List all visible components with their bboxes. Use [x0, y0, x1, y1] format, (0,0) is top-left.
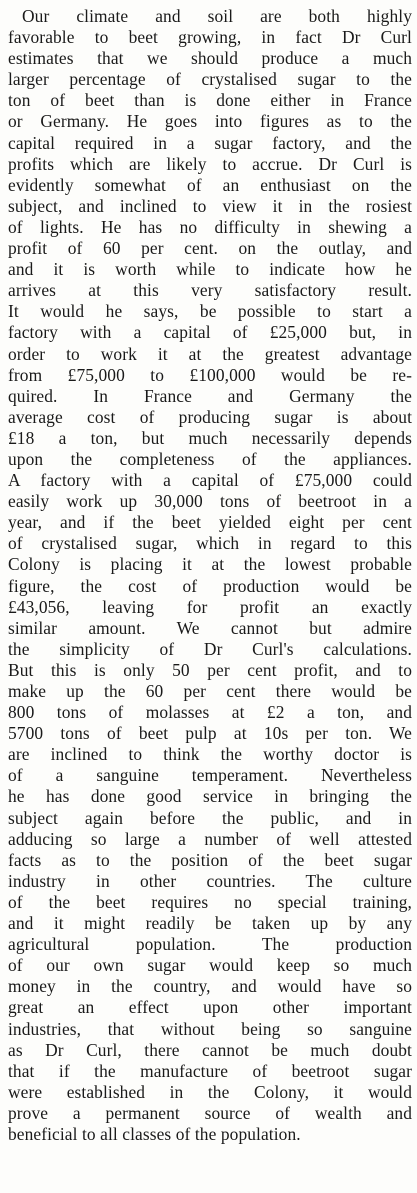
article-line: industry in other countries. The culture — [8, 870, 412, 891]
article-line: capital required in a sugar factory, and the — [8, 132, 412, 153]
article-line: 800 tons of molasses at £2 a ton, and — [8, 702, 412, 723]
article-line: factory with a capital of £25,000 but, in — [8, 322, 412, 343]
article-column — [8, 6, 412, 1145]
article-line: and it might readily be taken up by any — [8, 913, 412, 934]
article-line: profits which are likely to accrue. Dr Curl is — [8, 153, 412, 174]
article-line: were established in the Colony, it would — [8, 1081, 412, 1102]
article-line: estimates that we should produce a much — [8, 48, 412, 69]
article-line: But this is only 50 per cent profit, and to — [8, 659, 412, 680]
article-line: Our climate and soil are both highly — [22, 6, 412, 26]
article-line: order to work it at the greatest advantage — [8, 343, 412, 364]
article-line: of a sanguine temperament. Nevertheless — [8, 765, 412, 786]
article-line: figure, the cost of production would be — [8, 575, 412, 596]
article-line: average cost of producing sugar is about — [8, 406, 412, 427]
article-line: Colony is placing it at the lowest probable — [8, 554, 412, 575]
article-line: facts as to the position of the beet sugar — [8, 849, 412, 870]
article-line: great an effect upon other important — [8, 997, 412, 1018]
article-line: and it is worth while to indicate how he — [8, 259, 412, 280]
article-line: of crystalised sugar, which in regard to this — [8, 533, 412, 554]
article-line: arrives at this very satisfactory result. — [8, 280, 412, 301]
article-line: evidently somewhat of an enthusiast on the — [8, 174, 412, 195]
article-line: £43,056, leaving for profit an exactly — [8, 596, 412, 617]
article-line: of lights. He has no difficulty in shewing a — [8, 216, 412, 237]
article-line: that if the manufacture of beetroot sugar — [8, 1060, 412, 1081]
article-line: money in the country, and would have so — [8, 976, 412, 997]
article-line: It would he says, be possible to start a — [8, 301, 412, 322]
article-line: beneficial to all classes of the population. — [8, 1123, 301, 1144]
article-line: industries, that without being so sanguine — [8, 1018, 412, 1039]
article-line: the simplicity of Dr Curl's calculations. — [8, 638, 412, 659]
article-line: of the beet requires no special training, — [8, 891, 412, 912]
article-line: easily work up 30,000 tons of beetroot in a — [8, 491, 412, 512]
article-line: or Germany. He goes into figures as to the — [8, 111, 412, 132]
article-line: of our own sugar would keep so much — [8, 955, 412, 976]
article-line: subject again before the public, and in — [8, 807, 412, 828]
article-line: agricultural population. The production — [8, 934, 412, 955]
article-line: profit of 60 per cent. on the outlay, and — [8, 238, 412, 259]
article-line: A factory with a capital of £75,000 could — [8, 470, 412, 491]
article-line: upon the completeness of the appliances. — [8, 448, 412, 469]
article-line: subject, and inclined to view it in the rosiest — [8, 195, 412, 216]
article-line: larger percentage of crystalised sugar to the — [8, 69, 412, 90]
article-line: he has done good service in bringing the — [8, 786, 412, 807]
article-line: from £75,000 to £100,000 would be re- — [8, 364, 412, 385]
article-line: 5700 tons of beet pulp at 10s per ton. We — [8, 723, 412, 744]
article-line: favorable to beet growing, in fact Dr Curl — [8, 27, 412, 48]
article-line: are inclined to think the worthy doctor is — [8, 744, 412, 765]
article-line: similar amount. We cannot but admire — [8, 617, 412, 638]
article-line: prove a permanent source of wealth and — [8, 1102, 412, 1123]
article-line: ton of beet than is done either in France — [8, 90, 412, 111]
article-line: year, and if the beet yielded eight per cent — [8, 512, 412, 533]
article-line: £18 a ton, but much necessarily depends — [8, 427, 412, 448]
article-line: make up the 60 per cent there would be — [8, 681, 412, 701]
article-line: adducing so large a number of well attested — [8, 828, 412, 849]
article-line: quired. In France and Germany the — [8, 385, 412, 406]
article-line: as Dr Curl, there cannot be much doubt — [8, 1039, 412, 1060]
